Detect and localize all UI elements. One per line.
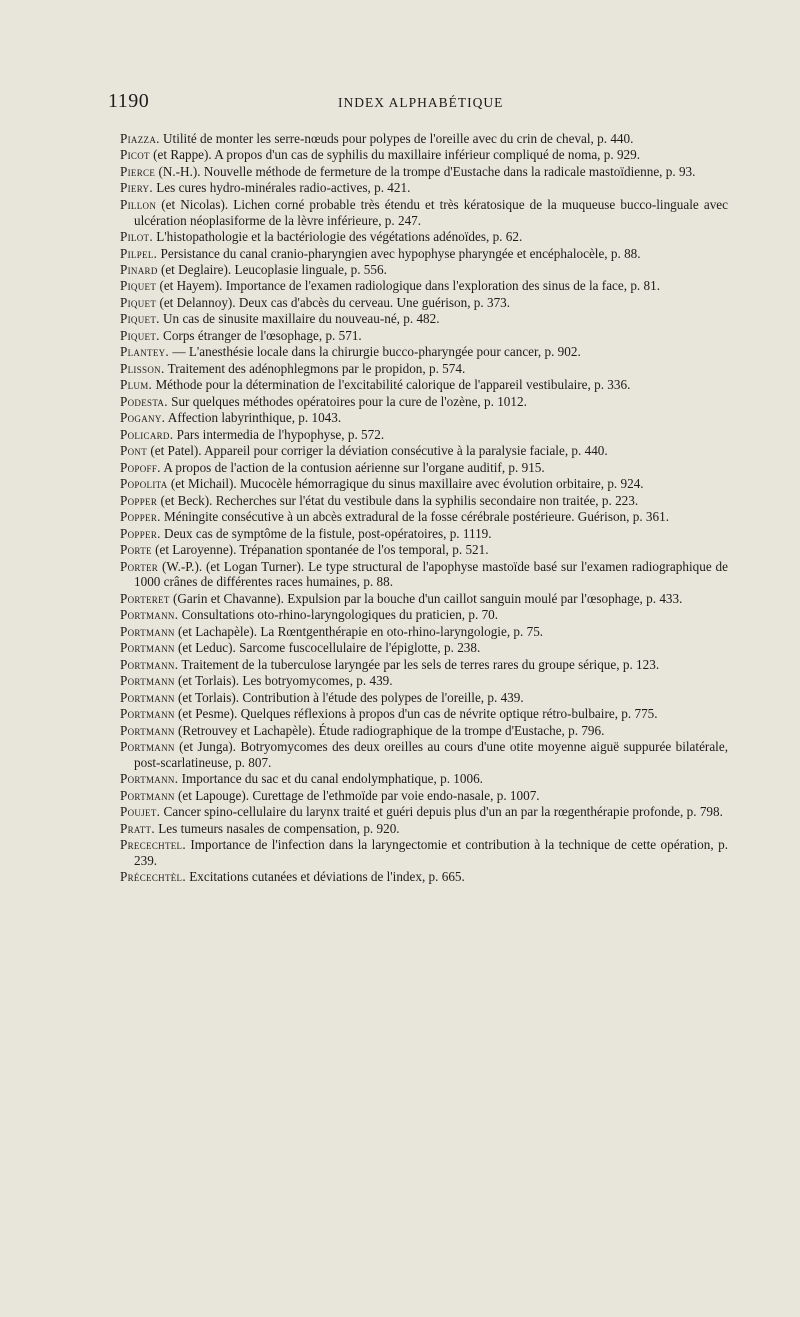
entry-text: Deux cas de symptôme de la fistule, post-opératoires, p. 1119.	[160, 525, 492, 541]
entry-author: Porte	[120, 542, 152, 558]
entry-author: Piquet.	[120, 327, 160, 343]
index-entry	[120, 591, 728, 607]
index-entry	[120, 443, 728, 459]
index-entry	[120, 723, 728, 739]
entry-author: Portmann	[120, 787, 175, 803]
index-entry	[120, 673, 728, 689]
entry-text: Affection labyrinthique, p. 1043.	[165, 410, 342, 426]
index-entry	[120, 147, 728, 163]
entry-text: Les cures hydro-minérales radio-actives, p. 421.	[152, 180, 411, 196]
entry-author: Pratt.	[120, 820, 155, 836]
entry-author: Portmann.	[120, 771, 179, 787]
index-entry	[120, 607, 728, 623]
entry-text: — L'anesthésie locale dans la chirurgie bucco-pharyngée pour cancer, p. 902.	[169, 344, 581, 360]
index-entry	[120, 739, 728, 770]
index-entry	[120, 361, 728, 377]
entry-author: Pilot.	[120, 229, 153, 245]
entry-author: Portmann	[120, 739, 175, 755]
index-entry	[120, 837, 728, 868]
entry-text: Sur quelques méthodes opératoires pour la cure de l'ozène, p. 1012.	[167, 393, 527, 409]
entry-author: Portmann	[120, 722, 175, 738]
entry-author: Pont	[120, 443, 148, 459]
index-entry	[120, 344, 728, 360]
index-entry	[120, 394, 728, 410]
index-entry	[120, 493, 728, 509]
entry-text: Utilité de monter les serre-nœuds pour polypes de l'oreille avec du crin de cheval, p. 440.	[159, 131, 634, 146]
index-entry	[120, 640, 728, 656]
index-entry	[120, 624, 728, 640]
entry-text: Méthode pour la détermination de l'excitabilité calorique de l'appareil vestibulaire, p. 336.	[152, 377, 631, 393]
index-entry	[120, 131, 728, 147]
entry-author: Piquet	[120, 278, 157, 294]
entry-text: Excitations cutanées et déviations de l'index, p. 665.	[185, 869, 465, 885]
entry-author: Portmann	[120, 623, 175, 639]
entry-text: Les tumeurs nasales de compensation, p. 920.	[154, 820, 400, 836]
entry-author: Piery.	[120, 180, 153, 196]
entry-text: Méningite consécutive à un abcès extradural de la fosse cérébrale postérieure. Guérison, p. 361.	[160, 509, 670, 525]
entry-text: (et Laroyenne). Trépanation spontanée de l'os temporal, p. 521.	[151, 542, 489, 558]
entry-author: Porter	[120, 558, 159, 574]
entry-text: Consultations oto-rhino-laryngologiques du praticien, p. 70.	[178, 607, 499, 623]
index-entry	[120, 246, 728, 262]
index-entry	[120, 476, 728, 492]
entry-text: Cancer spino-cellulaire du larynx traité et guéri depuis plus d'un an par la rœgenthérapie profonde, p. 798.	[160, 804, 723, 820]
page-number: 1190	[108, 90, 150, 112]
index-entry	[120, 311, 728, 327]
entry-text: (Garin et Chavanne). Expulsion par la bouche d'un caillot sanguin moulé par l'œsophage, p. 433.	[169, 590, 683, 606]
entry-author: Popolita	[120, 476, 168, 492]
entry-text: (et Pesme). Quelques réflexions à propos d'un cas de névrite optique rétro-bulbaire, p. 775.	[174, 706, 658, 722]
entry-text: (W.-P.). (et Logan Turner). Le type structural de l'apophyse mastoïde basé sur l'examen radiographique de 1000 crânes de différentes races humaines, p. 88.	[134, 558, 728, 590]
entry-author: Portmann	[120, 706, 175, 722]
index-entry	[120, 771, 728, 787]
entry-author: Pilpel.	[120, 245, 158, 261]
index-entry	[120, 278, 728, 294]
entry-author: Picot	[120, 147, 150, 163]
index-entry	[120, 706, 728, 722]
entry-author: Portmann.	[120, 607, 179, 623]
entry-text: (et Rappe). A propos d'un cas de syphilis du maxillaire inférieur compliqué de noma, p. 929.	[149, 147, 641, 163]
index-entry	[120, 262, 728, 278]
entry-author: Plisson.	[120, 360, 165, 376]
entry-author: Plantey.	[120, 344, 170, 360]
index-entry	[120, 559, 728, 590]
index-entry	[120, 295, 728, 311]
entry-text: (et Hayem). Importance de l'examen radiologique dans l'exploration des sinus de la face, p. 81.	[156, 278, 661, 294]
index-entry	[120, 804, 728, 820]
index-entry	[120, 657, 728, 673]
entry-text: (Retrouvey et Lachapèle). Étude radiographique de la trompe d'Eustache, p. 796.	[174, 722, 605, 738]
entry-text: Traitement de la tuberculose laryngée par les sels de terres rares du groupe sérique, p. 123.	[178, 656, 660, 672]
entry-text: (et Torlais). Les botryomycomes, p. 439.	[174, 673, 393, 689]
entry-text: (et Delannoy). Deux cas d'abcès du cerveau. Une guérison, p. 373.	[156, 294, 511, 310]
entry-text: (et Lachapèle). La Rœntgenthérapie en oto-rhino-laryngologie, p. 75.	[174, 623, 544, 639]
entry-text: (et Beck). Recherches sur l'état du vestibule dans la syphilis secondaire non traitée, p. 223.	[157, 492, 639, 508]
entry-author: Porteret	[120, 590, 170, 606]
entry-author: Popper.	[120, 509, 161, 525]
entry-text: (et Leduc). Sarcome fuscocellulaire de l'épiglotte, p. 238.	[174, 640, 481, 656]
index-entry	[120, 460, 728, 476]
entry-author: Pillon	[120, 196, 157, 212]
entry-author: Podesta.	[120, 393, 168, 409]
index-entry	[120, 542, 728, 558]
entry-author: Piquet	[120, 294, 157, 310]
index-entries	[120, 131, 728, 886]
entry-author: Précechtèl.	[120, 869, 186, 885]
index-entry	[120, 509, 728, 525]
entry-text: Pars intermedia de l'hypophyse, p. 572.	[173, 426, 385, 442]
entry-author: Precechtel.	[120, 837, 186, 853]
entry-author: Portmann	[120, 640, 175, 656]
entry-text: (et Lapouge). Curettage de l'ethmoïde par voie endo-nasale, p. 1007.	[174, 787, 540, 803]
entry-text: Traitement des adénophlegmons par le propidon, p. 574.	[164, 360, 466, 376]
entry-author: Piazza.	[120, 131, 160, 146]
entry-author: Popoff.	[120, 459, 161, 475]
entry-author: Pogany.	[120, 410, 166, 426]
running-title: INDEX ALPHABÉTIQUE	[338, 95, 504, 110]
index-entry	[120, 410, 728, 426]
index-entry	[120, 328, 728, 344]
index-entry	[120, 197, 728, 228]
entry-author: Portmann	[120, 689, 175, 705]
entry-text: L'histopathologie et la bactériologie des végétations adénoïdes, p. 62.	[152, 229, 523, 245]
entry-text: (et Deglaire). Leucoplasie linguale, p. 556.	[157, 261, 387, 277]
index-entry	[120, 821, 728, 837]
index-entry	[120, 526, 728, 542]
index-entry	[120, 427, 728, 443]
entry-author: Popper.	[120, 525, 161, 541]
entry-author: Pierce	[120, 163, 156, 179]
entry-text: (et Nicolas). Lichen corné probable très étendu et très kératosique de la muqueuse bucco-linguale avec ulcération néoplasiforme de la lèvre inférieure, p. 247.	[134, 196, 728, 228]
entry-text: Importance de l'infection dans la laryngectomie et contribution à la technique de cette opération, p. 239.	[134, 837, 728, 868]
index-entry	[120, 180, 728, 196]
entry-text: (et Michail). Mucocèle hémorragique du sinus maxillaire avec évolution orbitaire, p. 924.	[167, 476, 644, 492]
entry-author: Portmann.	[120, 656, 179, 672]
index-entry	[120, 690, 728, 706]
entry-author: Portmann	[120, 673, 175, 689]
entry-text: A propos de l'action de la contusion aérienne sur l'organe auditif, p. 915.	[160, 459, 545, 475]
entry-text: Importance du sac et du canal endolymphatique, p. 1006.	[178, 771, 483, 787]
entry-text: (et Junga). Botryomycomes des deux oreilles au cours d'une otite moyenne aiguë suppurée bilatérale, post-scarlatineuse, p. 807.	[134, 739, 728, 770]
entry-text: (et Torlais). Contribution à l'étude des polypes de l'oreille, p. 439.	[174, 689, 524, 705]
index-entry	[120, 869, 728, 885]
entry-text: Corps étranger de l'œsophage, p. 571.	[159, 327, 362, 343]
entry-author: Piquet.	[120, 311, 160, 327]
entry-author: Pinard	[120, 261, 158, 277]
entry-author: Plum.	[120, 377, 153, 393]
entry-text: (N.-H.). Nouvelle méthode de fermeture de la trompe d'Eustache dans la radicale mastoïdienne, p. 93.	[155, 163, 696, 179]
entry-author: Policard.	[120, 426, 174, 442]
entry-text: Persistance du canal cranio-pharyngien avec hypophyse pharyngée et encéphalocèle, p. 88.	[157, 245, 641, 261]
index-entry	[120, 229, 728, 245]
entry-author: Popper	[120, 492, 158, 508]
entry-text: Un cas de sinusite maxillaire du nouveau-né, p. 482.	[159, 311, 440, 327]
index-entry	[120, 788, 728, 804]
entry-author: Poujet.	[120, 804, 161, 820]
page-header	[108, 90, 728, 112]
index-entry	[120, 164, 728, 180]
index-entry	[120, 377, 728, 393]
entry-text: (et Patel). Appareil pour corriger la déviation consécutive à la paralysie faciale, p. 440.	[147, 443, 608, 459]
